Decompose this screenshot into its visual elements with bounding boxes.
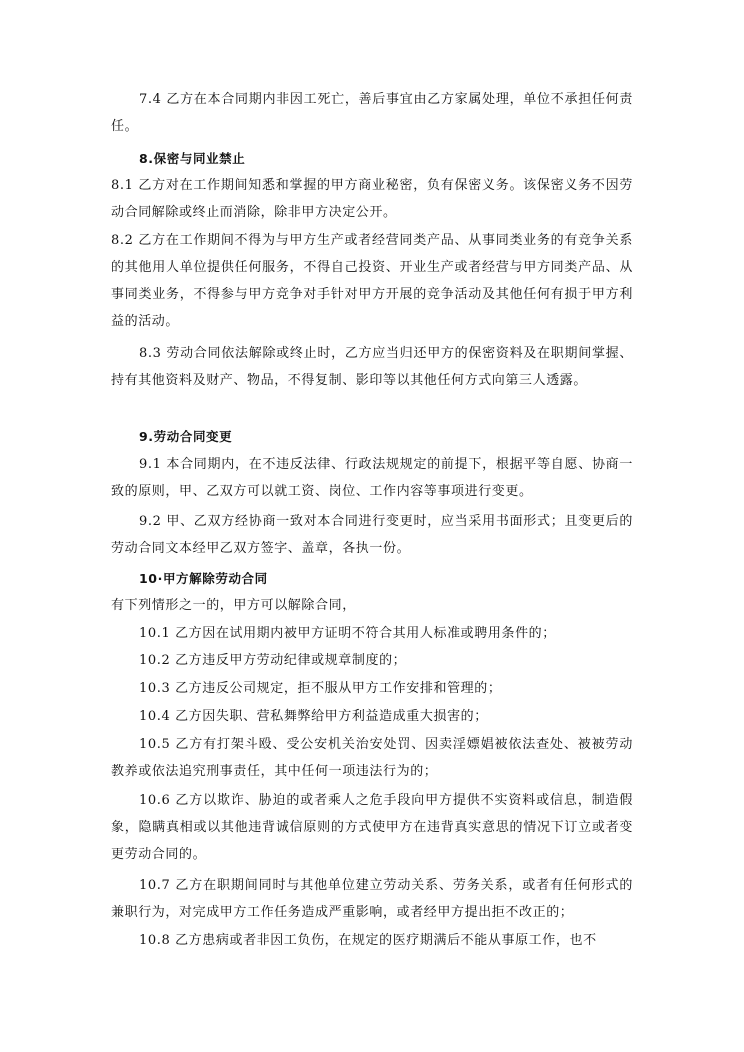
clause-7-4: 7.4 乙方在本合同期内非因工死亡，善后事宜由乙方家属处理，单位不承担任何责任。 [111, 92, 633, 134]
clause-10-5: 10.5 乙方有打架斗殴、受公安机关治安处罚、因卖淫嫖娼被依法查处、被被劳动教养或依法追究刑事责任，其中任何一项违法行为的； [111, 737, 633, 779]
clause-10-8: 10.8 乙方患病或者非因工负伤，在规定的医疗期满后不能从事原工作，也不 [139, 933, 597, 948]
section-8-heading: 8.保密与同业禁止 [139, 151, 246, 166]
clause-10-1: 10.1 乙方因在试用期内被甲方证明不符合其用人标准或聘用条件的； [139, 626, 556, 641]
section-10-heading: 10·甲方解除劳动合同 [139, 571, 268, 586]
clause-10-6: 10.6 乙方以欺诈、胁迫的或者乘人之危手段向甲方提供不实资料或信息，制造假象，隐瞒真相或以其他违背诚信原则的方式使甲方在违背真实意思的情况下订立或者变更劳动合同的。 [111, 793, 633, 862]
clause-8-3: 8.3 劳动合同依法解除或终止时，乙方应当归还甲方的保密资料及在职期间掌握、持有其他资料及财产、物品，不得复制、影印等以其他任何方式向第三人透露。 [111, 346, 633, 388]
clause-10-4: 10.4 乙方因失职、营私舞弊给甲方利益造成重大损害的； [139, 709, 488, 724]
section-9-heading: 9.劳动合同变更 [139, 429, 233, 444]
section-10-intro: 有下列情形之一的，甲方可以解除合同， [111, 598, 356, 613]
clause-10-7: 10.7 乙方在职期间同时与其他单位建立劳动关系、劳务关系，或者有任何形式的兼职行为，对完成甲方工作任务造成严重影响，或者经甲方提出拒不改正的； [111, 878, 633, 920]
clause-8-1: 8.1 乙方对在工作期间知悉和掌握的甲方商业秘密，负有保密义务。该保密义务不因劳动合同解除或终止而消除，除非甲方决定公开。 [111, 178, 633, 220]
clause-9-2: 9.2 甲、乙双方经协商一致对本合同进行变更时，应当采用书面形式；且变更后的劳动合同文本经甲乙双方签字、盖章，各执一份。 [111, 514, 633, 556]
clause-8-2: 8.2 乙方在工作期间不得为与甲方生产或者经营同类产品、从事同类业务的有竞争关系的其他用人单位提供任何服务，不得自己投资、开业生产或者经营与甲方同类产品、从事同类业务，不得参与甲方竞争对手针对甲方开展的竞争活动及其他任何有损于甲方利益的活动。 [111, 233, 633, 329]
clause-9-1: 9.1 本合同期内，在不违反法律、行政法规规定的前提下，根据平等自愿、协商一致的原则，甲、乙双方可以就工资、岗位、工作内容等事项进行变更。 [111, 457, 633, 499]
clause-10-2: 10.2 乙方违反甲方劳动纪律或规章制度的； [139, 653, 407, 668]
clause-10-3: 10.3 乙方违反公司规定，拒不服从甲方工作安排和管理的； [139, 681, 502, 696]
